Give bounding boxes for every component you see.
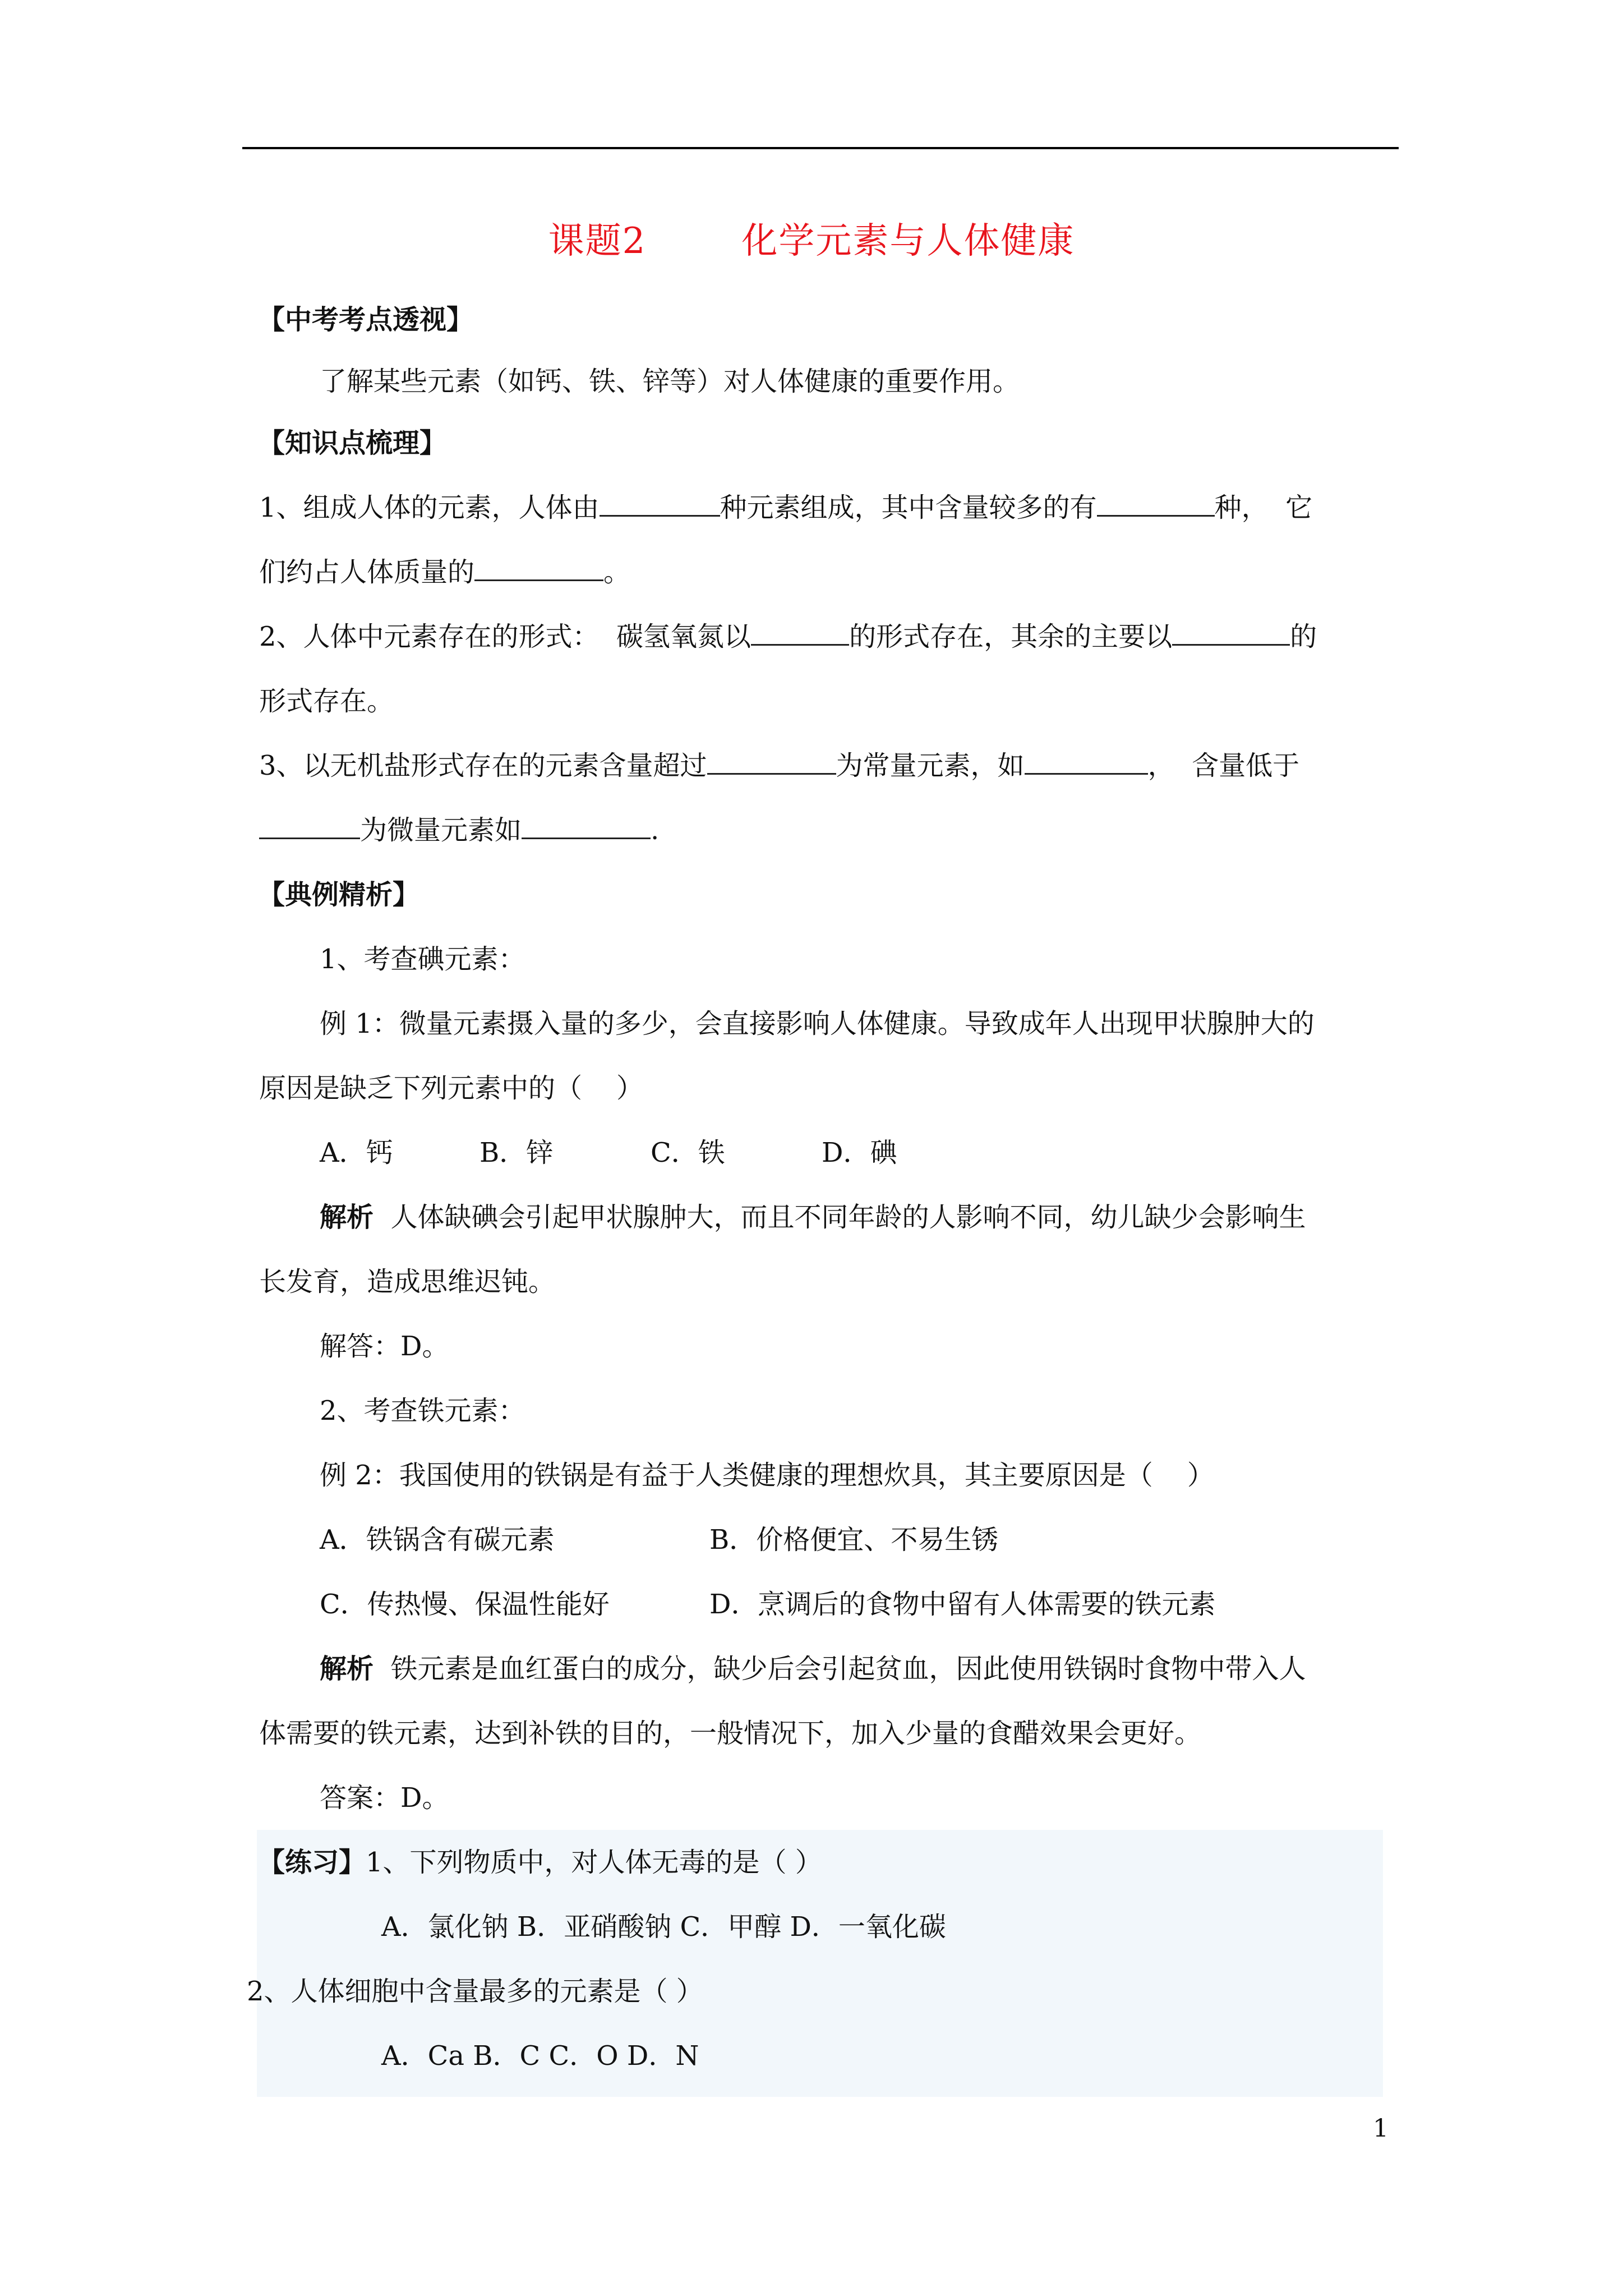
topic-2-heading: 2、考查铁元素： [320,1395,525,1427]
question-3-line-2: 为微量元素如 . [259,808,659,853]
question-3-line-1: 3、以无机盐形式存在的元素含量超过 为常量元素，如 ， 含量低于 [259,750,1300,781]
fill-blank [474,576,603,581]
example-1-option-c: C．铁 [651,1137,725,1168]
example-1-option-d: D．碘 [822,1137,897,1168]
fill-blank [751,641,849,646]
fill-blank [1172,641,1290,646]
answer-2: 答案：D。 [320,1782,449,1814]
answer-1: 解答：D。 [320,1331,449,1362]
fill-blank [707,770,836,775]
analysis-1-line-2: 长发育，造成思维迟钝。 [259,1266,556,1297]
title-part1: 课题2 [548,220,647,262]
example-1-line-2: 原因是缺乏下列元素中的（ ） [259,1073,644,1104]
section-heading-dianli: 【典例精析】 [258,879,420,910]
example-1-option-b: B．锌 [479,1137,554,1168]
fill-blank [600,512,720,517]
question-2-line-1: 2、人体中元素存在的形式： 碳氢氧氮以 的形式存在，其余的主要以 的 [259,621,1317,652]
practice-question-2: 2、人体细胞中含量最多的元素是（ ） [247,1976,703,2007]
example-1-line-1: 例 1：微量元素摄入量的多少，会直接影响人体健康。导致成年人出现甲状腺肿大的 [320,1008,1315,1039]
analysis-label: 解析 [320,1202,374,1233]
kaodian-text: 了解某些元素（如钙、铁、锌等）对人体健康的重要作用。 [320,366,1020,397]
title-part2: 化学元素与人体健康 [741,220,1075,262]
question-1-line-1: 1、组成人体的元素，人体由 种元素组成，其中含量较多的有 种， 它 [259,492,1313,523]
analysis-label: 解析 [320,1653,374,1685]
section-heading-kaodian: 【中考考点透视】 [258,304,474,335]
fill-blank [1097,512,1215,517]
section-heading-zhishi: 【知识点梳理】 [258,427,447,459]
example-2-option-d: D．烹调后的食物中留有人体需要的铁元素 [709,1589,1216,1620]
fill-blank [522,834,651,839]
question-2-line-2: 形式存在。 [259,685,394,717]
section-heading-lianxi: 【练习】 [258,1847,366,1878]
topic-1-heading: 1、考查碘元素： [320,944,525,975]
example-1-option-a: A．钙 [320,1137,393,1168]
page-title [0,210,1623,272]
fill-blank [1025,770,1148,775]
question-1-line-2: 们约占人体质量的 。 [259,556,631,588]
practice-question-1-options: A．氯化钠 B．亚硝酸钠 C．甲醇 D．一氧化碳 [381,1911,946,1943]
analysis-1-line-1: 解析 人体缺碘会引起甲状腺肿大，而且不同年龄的人影响不同，幼儿缺少会影响生 [320,1202,1306,1233]
analysis-2-line-2: 体需要的铁元素，达到补铁的目的，一般情况下，加入少量的食醋效果会更好。 [259,1718,1202,1749]
practice-question-1: 【练习】1、下列物质中，对人体无毒的是（ ） [258,1847,822,1878]
fill-blank [259,834,360,839]
practice-question-2-options: A．Ca B．C C．O D．N [381,2040,699,2072]
page-number: 1 [1373,2114,1389,2143]
example-2-option-c: C．传热慢、保温性能好 [320,1589,610,1620]
header-rule [242,147,1399,149]
example-2-option-b: B．价格便宜、不易生锈 [709,1524,999,1556]
analysis-2-line-1: 解析 铁元素是血红蛋白的成分，缺少后会引起贫血，因此使用铁锅时食物中带入人 [320,1653,1306,1685]
example-2: 例 2：我国使用的铁锅是有益于人类健康的理想炊具，其主要原因是（ ） [320,1460,1214,1491]
example-2-option-a: A．铁锅含有碳元素 [320,1524,555,1556]
